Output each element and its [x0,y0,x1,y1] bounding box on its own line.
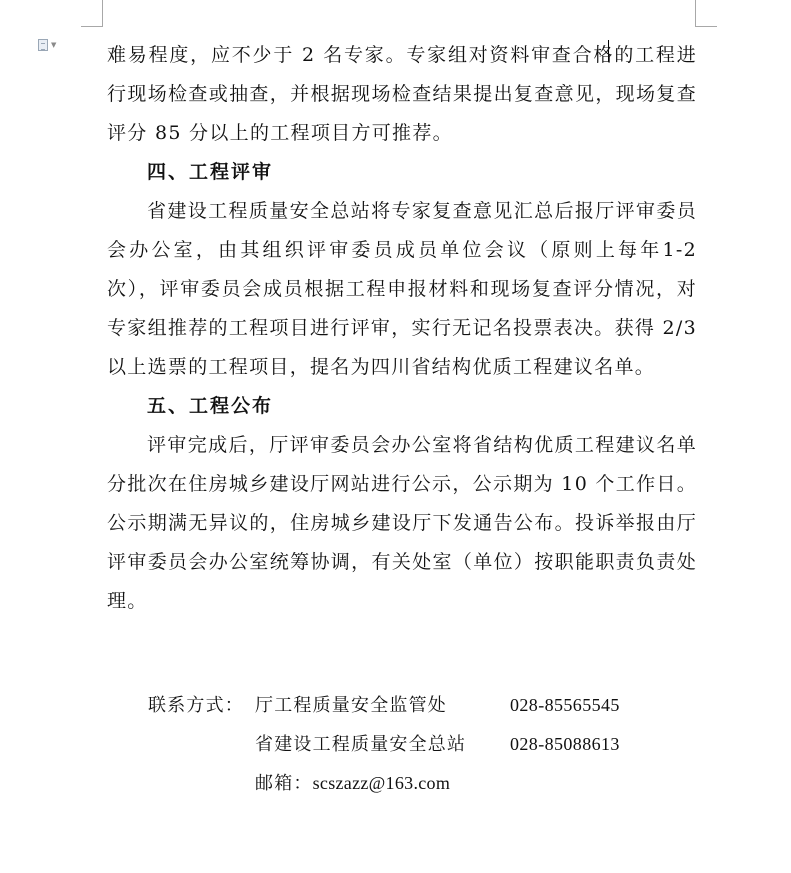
contact-label: 联系方式： [148,695,244,716]
contact-phone: 028-85565545 [510,695,620,715]
paragraph-review-process: 难易程度，应不少于 2 名专家。专家组对资料审查合格的工程进行现场检查或抽查，并根据现场检查结果提出复查意见，现场复查评分 85 分以上的工程项目方可推荐。 [107,44,697,144]
document-body[interactable] [107,36,697,621]
contact-row [148,725,620,764]
paragraph-review-committee: 省建设工程质量安全总站将专家复查意见汇总后报厅评审委员会办公室，由其组织评审委员成员单位会议（原则上每年1-2 次），评审委员会成员根据工程申报材料和现场复查评分情况，对专家组推荐的工程项目进行评审，实行无记名投票表决。获得 2/3 以上选票的工程项目，提名为四川省结构优质工程建议名单。 [107,200,697,378]
heading-engineering-announcement: 五、工程公布 [147,395,274,417]
heading-engineering-review: 四、工程评审 [147,161,274,183]
email-label: 邮箱： [255,773,313,794]
paragraph-announcement: 评审完成后，厅评审委员会办公室将省结构优质工程建议名单分批次在住房城乡建设厅网站进行公示，公示期为 10 个工作日。公示期满无异议的，住房城乡建设厅下发通告公布。投诉举报由厅评审委员会办公室统筹协调，有关处室（单位）按职能职责负责处理。 [107,434,697,612]
page-corner-mark-left [81,0,103,27]
document-icon [38,39,48,51]
chevron-down-icon: ▼ [51,41,57,49]
contact-block [148,686,620,803]
contact-row [148,686,620,725]
page-corner-mark-right [695,0,717,27]
paragraph-menu-button[interactable] [38,38,62,52]
contact-row [148,764,620,803]
contact-phone: 028-85088613 [510,734,620,754]
contact-org: 厅工程质量安全监管处 [255,695,447,716]
email-address: scszazz@163.com [312,773,451,793]
contact-org: 省建设工程质量安全总站 [255,734,467,755]
